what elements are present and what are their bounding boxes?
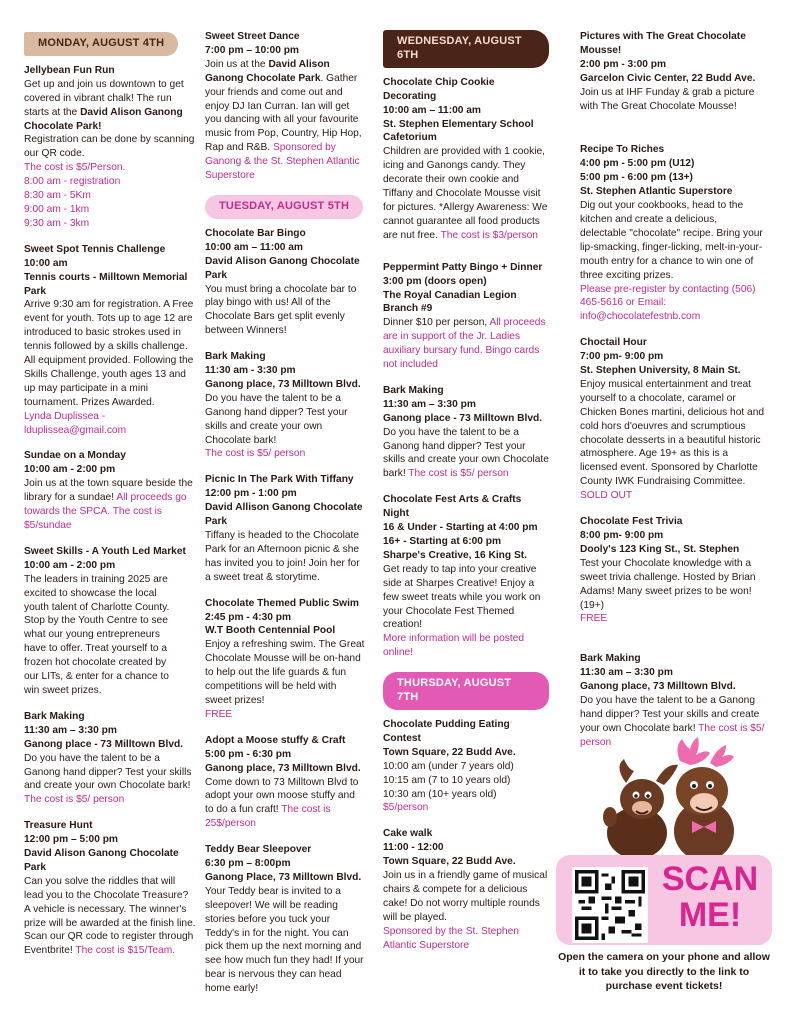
- scan-me-panel: [556, 855, 772, 945]
- event-bark-making-tue: Bark Making 11:30 am - 3:30 pm Ganong place, 73 Milltown Blvd. Do you have the talent to be a Ganong hand dipper? Test your skills and create your own Chocolate bark! The cost is $5/ person: [205, 351, 361, 460]
- event-jellybean-fun-run: Jellybean Fun Run Get up and join us downtown to get covered in vibrant chalk! The run starts at the David Alison Ganong Chocolate Park! Registration can be done by scanning our QR code. The cost is $5/Person. 8:00 am - registration 8:30 am - 5Km 9:00 am - 1km 9:30 am - 3km: [24, 64, 195, 229]
- event-trivia: Chocolate Fest Trivia 8:00 pm- 9:00 pm Dooly's 123 King St., St. Stephen Test your Chocolate knowledge with a sweet trivia challenge. Hosted by Brian Adams! Many sweet prizes to be won! (19+) FREE: [580, 516, 756, 625]
- event-title: Jellybean Fun Run: [24, 64, 115, 76]
- day-header-thursday: THURSDAY, AUGUST 7TH: [383, 672, 549, 710]
- qr-code-icon[interactable]: [572, 867, 648, 943]
- footer-instructions: Open the camera on your phone and allow it to take you directly to the link to purchase event tickets!: [558, 951, 770, 992]
- column-thursday: [580, 30, 766, 762]
- event-peppermint-bingo: Peppermint Patty Bingo + Dinner 3:00 pm (doors open) The Royal Canadian Legion Branch #9 Dinner $10 per person, All proceeds are in support of the Jr. Ladies auxiliary bursary fund. Bingo cards not included: [383, 261, 546, 371]
- scan-me-text: SCAN ME!: [661, 860, 759, 934]
- event-adopt-moose: Adopt a Moose stuffy & Craft 5:00 pm - 6:30 pm Ganong place, 73 Milltown Blvd. Come down to 73 Milltown Blvd to adopt your own moose stuffy and to do a fun craft! The cost is 25$/person: [205, 734, 361, 830]
- event-pictures-mousse: Pictures with The Great Chocolate Mousse! 2:00 pm - 3:00 pm Garcelon Civic Center, 22 Budd Ave. Join us at IHF Funday & grab a picture with The Great Chocolate Mousse!: [580, 31, 756, 112]
- event-choctail-hour: Choctail Hour 7:00 pm- 9:00 pm St. Stephen University, 8 Main St. Enjoy musical entertainment and treat yourself to a chocolate, caramel or Chicken Bones martini, delicious hot and cold hors d'oeuvres and scrumptious chocolate desserts in a beautiful historic atmosphere. Age 19+ as this is a licensed event. Sponsored by Charlotte County IWK Fundraising Committee. SOLD OUT: [580, 337, 765, 502]
- event-street-dance: Sweet Street Dance 7:00 pm – 10:00 pm Join us at the David Alison Ganong Chocolate Park. Gather your friends and come out and enjoy DJ Ian Curran. Ian will get you dancing with all your favourite music from Pop, Country, Hip Hop, Rap and R&B. Sponsored by Ganong & the St. Stephen Atlantic Superstore: [205, 31, 362, 182]
- event-cake-walk: Cake walk 11:00 - 12:00 Town Square, 22 Budd Ave. Join us in a friendly game of musical chairs & compete for a delicious cake! Do not worry multiple rounds will be played. Sponsored by the St. Stephen Atlantic Superstore: [383, 828, 548, 951]
- contact-email-link[interactable]: Lynda Duplissea - lduplissea@gmail.com: [24, 410, 127, 436]
- moose-mascots-image: [592, 733, 742, 858]
- event-tennis-challenge: Sweet Spot Tennis Challenge 10:00 am Tennis courts - Milltown Memorial Park Arrive 9:30 am for registration. A Free event for youth. Tots up to age 12 are introduced to basic strokes used in tennis followed by a skills challenge. All equipment provided. Following the Skills Challenge, youth ages 13 and up may participate in a mini tournament. Prizes Awarded. Lynda Duplissea - lduplissea@gmail.com: [24, 243, 196, 438]
- day-header-monday: MONDAY, AUGUST 4TH: [24, 32, 178, 56]
- column-wednesday: [383, 30, 549, 964]
- event-cookie-decorating: Chocolate Chip Cookie Decorating 10:00 am – 11:00 am St. Stephen Elementary School Cafetorium Children are provided with 1 cookie, icing and Ganongs candy. They decorate their own cookie and Tiffany and Chocolate Mousse visit for pictures. *Allergy Awareness: We cannot guarantee all food products are nut free. The cost is $3/person: [383, 76, 548, 241]
- column-monday: [24, 32, 196, 970]
- event-teddy-bear: Teddy Bear Sleepover 6:30 pm – 8:00pm Ganong Place, 73 Milltown Blvd. Your Teddy bear is invited to a sleepover! We will be reading stories before you tuck your Teddy's in for the night. You can pick them up the next morning and see how much fun they had! If your bear is nervous they can head home early!: [205, 844, 364, 995]
- event-sundae: Sundae on a Monday 10:00 am - 2:00 pm Join us at the town square beside the library for a sundae! All proceeds go towards the SPCA. The cost is $5/sundae: [24, 450, 193, 531]
- event-pudding-contest: Chocolate Pudding Eating Contest Town Square, 22 Budd Ave. 10:00 am (under 7 years old) 10:15 am (7 to 10 years old) 10:30 am (10+ years old) $5/person: [383, 718, 516, 814]
- event-chocolate-bar-bingo: Chocolate Bar Bingo 10:00 am – 11:00 am David Alison Ganong Chocolate Park You must bring a chocolate bar to play bingo with us! All of the Chocolate Bars get split evenly between Winners!: [205, 227, 360, 337]
- event-public-swim: Chocolate Themed Public Swim 2:45 pm - 4:30 pm W.T Booth Centennial Pool Enjoy a refreshing swim. The Great Chocolate Mousse will be on-hand to help out the life guards & fun competitions will be held with sweet prizes! FREE: [205, 597, 365, 720]
- event-bark-making-thu: Bark Making 11:30 am – 3:30 pm Ganong place, 73 Milltown Blvd. Do you have the talent to be a Ganong hand dipper? Test your skills and create your own Chocolate bark! The cost is $5/ person: [580, 653, 765, 748]
- day-header-wednesday: WEDNESDAY, AUGUST 6TH: [383, 30, 549, 68]
- event-bark-making-wed: Bark Making 11:30 am – 3:30 pm Ganong place - 73 Milltown Blvd. Do you have the talent to be a Ganong hand dipper? Test your skills and create your own Chocolate bark! The cost is $5/ person: [383, 384, 549, 480]
- column-tuesday: [205, 30, 365, 1008]
- event-arts-crafts: Chocolate Fest Arts & Crafts Night 16 & Under - Starting at 4:00 pm 16+ - Starting at 6:00 pm Sharpe's Creative, 16 King St. Get ready to tap into your creative side at Sharpes Creative! Enjoy a few sweet treats while you work on your Chocolate Fest Themed creation! More information will be posted online!: [383, 494, 541, 659]
- event-picnic: Picnic In The Park With Tiffany 12:00 pm - 1:00 pm David Allison Ganong Chocolate Park Tiffany is headed to the Chocolate Park for an Afternoon picnic & she has invited you to join! Join her for a sweet treat & storytime.: [205, 474, 363, 583]
- event-bark-making-mon: Bark Making 11:30 am – 3:30 pm Ganong place - 73 Milltown Blvd. Do you have the talent to be a Ganong hand dipper? Test your skills and create your own Chocolate bark! The cost is $5/ person: [24, 710, 192, 806]
- event-recipe-riches: Recipe To Riches 4:00 pm - 5:00 pm (U12) 5:00 pm - 6:00 pm (13+) St. Stephen Atlantic Superstore Dig out your cookbooks, head to the kitchen and create a delicious, delectable "chocolate" recipe. Bring your lip-smacking, finger-licking, melt-in-your-mouth entry for a chance to win one of three exciting prizes. Please pre-register by contacting (506) 465-5616 or Email: info@chocolatefestnb.com: [580, 143, 766, 324]
- event-sweet-skills: Sweet Skills - A Youth Led Market 10:00 am - 2:00 pm The leaders in training 2025 are excited to showcase the local youth talent of Charlotte County. Stop by the Youth Centre to see what our young entrepreneurs have to offer. Treat yourself to a frozen hot chocolate created by our LITs, & enter for a chance to win sweet prizes.: [24, 545, 186, 696]
- pre-register-contact-link[interactable]: Please pre-register by contacting (506) 465-5616 or Email: info@chocolatefestnb.com: [580, 283, 756, 323]
- event-treasure-hunt: Treasure Hunt 12:00 pm – 5:00 pm David Alison Ganong Chocolate Park Can you solve the riddles that will lead you to the Chocolate Treasure? A vehicle is necessary. The winner's prize will be awarded at the finish line. Scan our QR code to register through Eventbrite! The cost is $15/Team.: [24, 820, 196, 957]
- day-header-tuesday: TUESDAY, AUGUST 5TH: [205, 195, 363, 219]
